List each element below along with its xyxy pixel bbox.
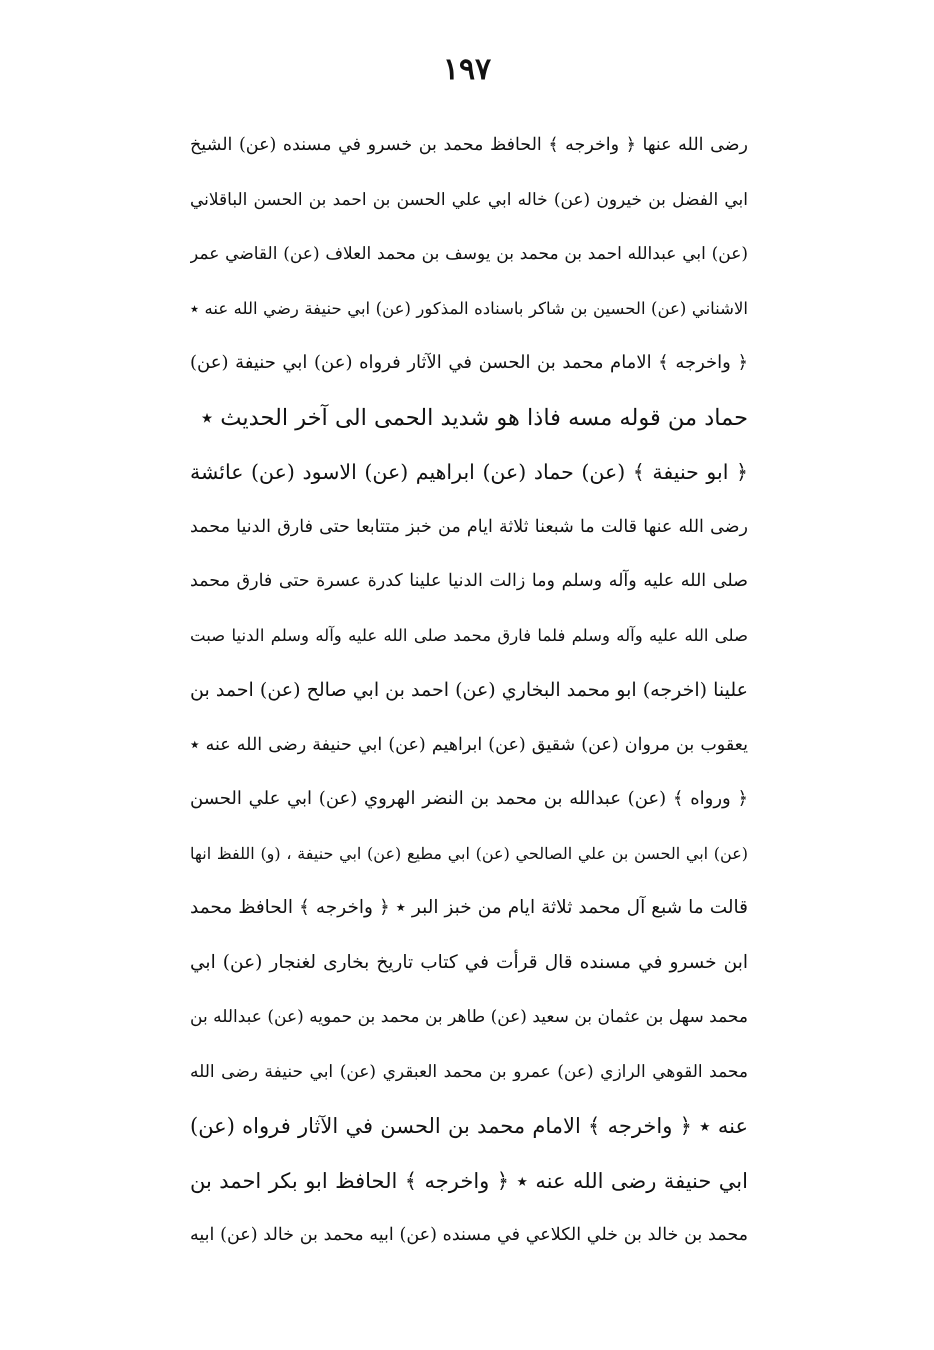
text-line: حماد من قوله مسه فاذا هو شديد الحمى الى آخر الحديث ٭	[200, 404, 748, 431]
text-line: علينا (اخرجه) ابو محمد البخاري (عن) احمد بن ابي صالح (عن) احمد بن	[190, 679, 748, 701]
text-line: ابي حنيفة رضى الله عنه ٭ ﴿ واخرجه ﴾ الحافظ ابو بكر احمد بن	[190, 1168, 748, 1193]
text-line: الاشناني (عن) الحسين بن شاكر باسناده المذكور (عن) ابي حنيفة رضي الله عنه ٭	[190, 298, 748, 318]
text-line: قالت ما شبع آل محمد ثلاثة ايام من خبز البر ٭ ﴿ واخرجه ﴾ الحافظ محمد	[190, 897, 748, 918]
text-line: (عن) ابي عبدالله احمد بن محمد بن يوسف بن محمد العلاف (عن) القاضي عمر	[190, 244, 748, 264]
text-line: رضى الله عنها ﴿ واخرجه ﴾ الحافظ محمد بن خسرو في مسنده (عن) الشيخ	[190, 135, 748, 155]
body-text	[190, 118, 748, 1263]
text-line: ابن خسرو في مسنده قال قرأت في كتاب تاريخ بخارى لغنجار (عن) ابي	[190, 951, 748, 973]
text-line: (عن) ابي الحسن بن علي الصالحي (عن) ابي مطيع (عن) ابي حنيفة ، (و) اللفظ انها	[190, 843, 748, 863]
text-line: ﴿ ابو حنيفة ﴾ (عن) حماد (عن) ابراهيم (عن) الاسود (عن) عائشة	[190, 460, 748, 484]
text-line: ﴿ واخرجه ﴾ الامام محمد بن الحسن في الآثار فرواه (عن) ابي حنيفة (عن)	[190, 352, 748, 373]
text-line: ابي الفضل بن خيرون (عن) خاله ابي علي الحسن بن احمد بن الحسن الباقلاني	[190, 189, 748, 210]
text-line: ﴿ ورواه ﴾ (عن) عبدالله بن محمد بن النضر الهروي (عن) ابي علي الحسن	[190, 788, 748, 809]
page-number: ١٩٧	[442, 52, 492, 87]
text-line: محمد القوهي الرازي (عن) عمرو بن محمد العبقري (عن) ابي حنيفة رضى الله	[190, 1061, 748, 1082]
text-line: عنه ٭ ﴿ واخرجه ﴾ الامام محمد بن الحسن في الآثار فرواه (عن)	[190, 1114, 748, 1138]
text-line: رضى الله عنها قالت ما شبعنا ثلاثة ايام من خبز متتابعا حتى فارق الدنيا محمد	[190, 516, 748, 537]
text-line: صلى الله عليه وآله وسلم وما زالت الدنيا علينا كدرة عسرة حتى فارق محمد	[190, 571, 748, 591]
text-line: محمد سهل بن عثمان بن سعيد (عن) طاهر بن محمد بن حمويه (عن) عبدالله بن	[190, 1007, 748, 1027]
text-line: صلى الله عليه وآله وسلم فلما فارق محمد صلى الله عليه وآله وسلم الدنيا صبت	[190, 625, 748, 645]
text-line: يعقوب بن مروان (عن) شقيق (عن) ابراهيم (عن) ابي حنيفة رضى الله عنه ٭	[190, 734, 748, 755]
text-line: محمد بن خالد بن خلي الكلاعي في مسنده (عن) ابيه محمد بن خالد (عن) ابيه	[190, 1225, 748, 1245]
